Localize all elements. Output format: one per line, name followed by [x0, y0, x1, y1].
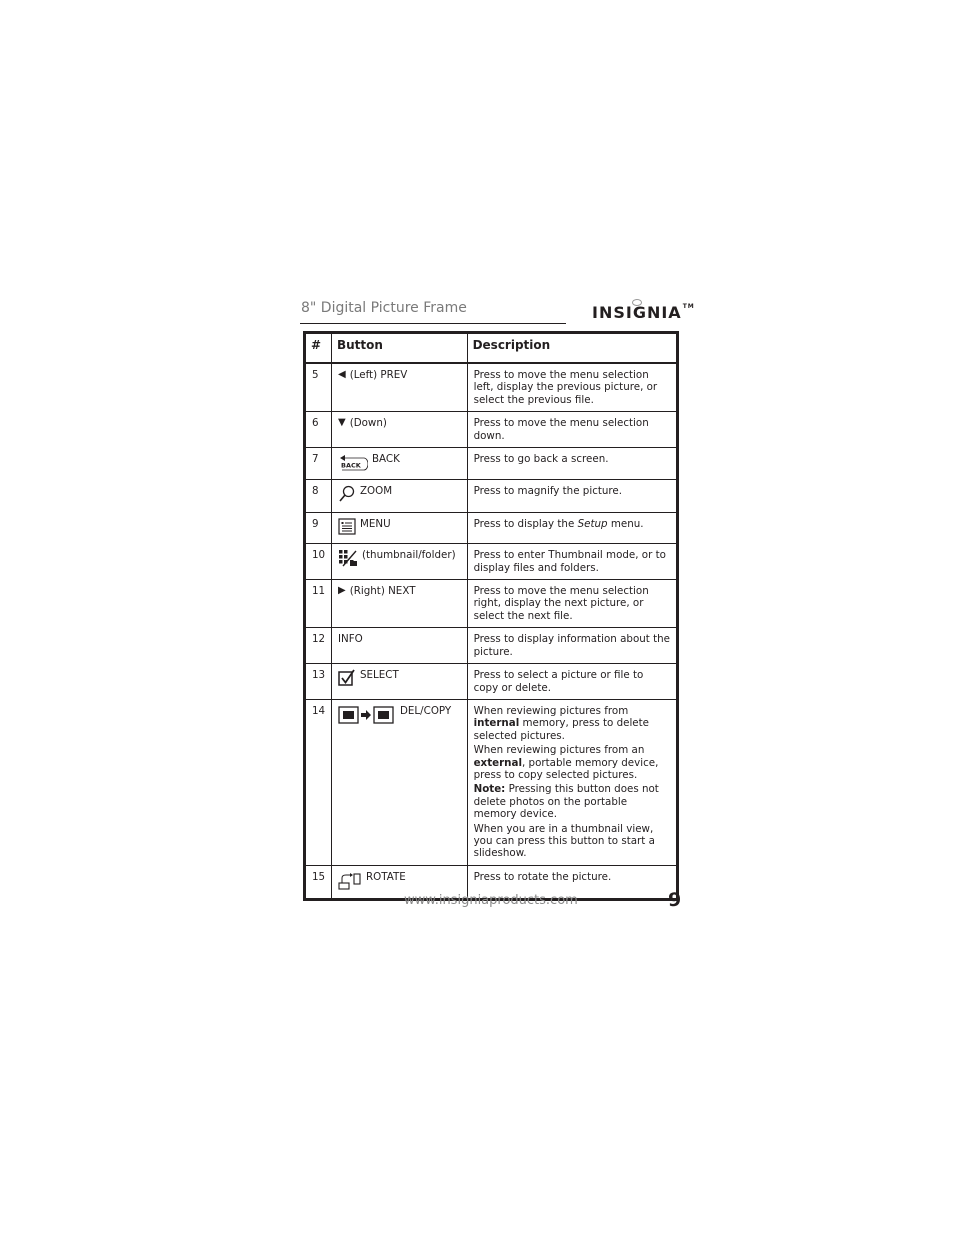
- table-row: [305, 480, 678, 512]
- row-number: 8: [305, 480, 332, 512]
- description-cell: [467, 664, 677, 700]
- description-text: memory, press to delete selected pictures.: [473, 717, 650, 742]
- row-number: 15: [305, 865, 332, 899]
- running-header-title: 8" Digital Picture Frame: [301, 300, 467, 316]
- column-header-number: #: [305, 333, 332, 364]
- description-paragraph: [474, 705, 671, 742]
- description-text: Press to rotate the picture.: [473, 870, 612, 883]
- description-text: , portable memory device, press to copy selected pictures.: [473, 756, 659, 781]
- button-label: (Left) PREV: [349, 369, 408, 381]
- table-row: [305, 363, 678, 412]
- button-cell: [331, 699, 467, 865]
- description-cell: [467, 412, 677, 448]
- description-emphasis: Setup: [577, 517, 608, 530]
- button-cell: [331, 628, 467, 664]
- row-number: 11: [305, 580, 332, 628]
- table-row: [305, 580, 678, 628]
- button-label: (Right) NEXT: [349, 585, 416, 598]
- thumbnail-folder-icon: [338, 549, 358, 570]
- row-number: 10: [305, 544, 332, 580]
- button-label: (thumbnail/folder): [361, 549, 456, 562]
- description-text: Press to enter Thumbnail mode, or to display files and folders.: [473, 549, 666, 574]
- button-label: BACK: [371, 453, 400, 466]
- table-header-row: [305, 333, 678, 364]
- row-number: 5: [305, 363, 332, 412]
- description-paragraph: When you are in a thumbnail view, you can press this button to start a slideshow.: [473, 822, 655, 860]
- column-header-button: Button: [331, 333, 467, 364]
- button-cell: [331, 363, 467, 412]
- button-label: MENU: [359, 517, 391, 530]
- right-triangle-icon: ▶: [337, 585, 346, 597]
- description-cell: [467, 628, 677, 664]
- table-row: [305, 628, 678, 664]
- description-cell: [467, 512, 677, 543]
- description-text: Press to move the menu selection right, display the next picture, or select the next file.: [473, 585, 649, 622]
- button-cell: [331, 512, 467, 543]
- description-cell: [467, 580, 677, 628]
- rotate-icon: [338, 871, 362, 893]
- button-label: DEL/COPY: [399, 704, 452, 717]
- description-text: When reviewing pictures from an: [473, 744, 645, 757]
- button-cell: [331, 580, 467, 628]
- description-text-start: Press to display the: [473, 517, 578, 530]
- table-row: [305, 448, 678, 480]
- description-text: When reviewing pictures from: [473, 704, 629, 717]
- magnifier-icon: [338, 485, 356, 506]
- column-header-description: Description: [467, 333, 677, 364]
- down-triangle-icon: ▼: [337, 417, 346, 429]
- description-cell: [467, 699, 677, 865]
- description-cell: [467, 480, 677, 512]
- description-cell: [467, 448, 677, 480]
- table-row: [305, 699, 678, 865]
- button-label: ROTATE: [365, 870, 406, 883]
- description-text: [474, 518, 671, 530]
- note-label: Note:: [473, 783, 506, 796]
- back-icon: [338, 453, 368, 474]
- description-text: Press to move the menu selection down.: [473, 417, 649, 442]
- checkbox-icon: [338, 669, 356, 689]
- left-triangle-icon: ◀: [337, 369, 346, 380]
- button-cell: [331, 412, 467, 448]
- row-number: 9: [305, 512, 332, 543]
- button-description-table: [303, 331, 679, 901]
- logo-eye-icon: [632, 299, 642, 306]
- footer-url: www.insigniaproducts.com: [404, 893, 578, 908]
- description-bold: internal: [473, 717, 520, 730]
- description-paragraph: [474, 744, 671, 781]
- button-cell: [331, 480, 467, 512]
- row-number: 7: [305, 448, 332, 480]
- description-text: Press to move the menu selection left, display the previous picture, or select the previous file.: [473, 369, 658, 406]
- logo-text: INSIGNIA: [592, 303, 682, 322]
- description-text: Press to magnify the picture.: [473, 485, 623, 498]
- table-row: [305, 544, 678, 580]
- table-row: [305, 664, 678, 700]
- button-cell: [331, 448, 467, 480]
- button-label: SELECT: [359, 669, 399, 682]
- description-text: Press to display information about the picture.: [473, 633, 670, 658]
- row-number: 13: [305, 664, 332, 700]
- table-row: [305, 512, 678, 543]
- row-number: 12: [305, 628, 332, 664]
- logo-trademark: TM: [682, 303, 695, 310]
- note-paragraph: [474, 783, 671, 820]
- menu-icon: [338, 518, 356, 538]
- table-row: [305, 412, 678, 448]
- header-rule: [300, 323, 566, 324]
- description-cell: [467, 363, 677, 412]
- button-label: INFO: [337, 633, 363, 646]
- description-bold: external: [473, 756, 522, 769]
- insignia-logo: [592, 303, 695, 322]
- button-label: (Down): [349, 417, 387, 430]
- note-text: Pressing this button does not delete photos on the portable memory device.: [473, 783, 659, 821]
- description-text: Press to go back a screen.: [473, 453, 609, 466]
- page-number: 9: [668, 889, 682, 911]
- row-number: 6: [305, 412, 332, 448]
- row-number: 14: [305, 699, 332, 865]
- button-label: ZOOM: [359, 485, 393, 498]
- description-text: Press to select a picture or file to copy or delete.: [473, 669, 644, 694]
- description-text-end: menu.: [607, 517, 644, 530]
- button-cell: [331, 544, 467, 580]
- description-cell: [467, 544, 677, 580]
- back-icon-label: BACK: [340, 461, 361, 470]
- button-cell: [331, 664, 467, 700]
- del-copy-icon: [338, 705, 396, 728]
